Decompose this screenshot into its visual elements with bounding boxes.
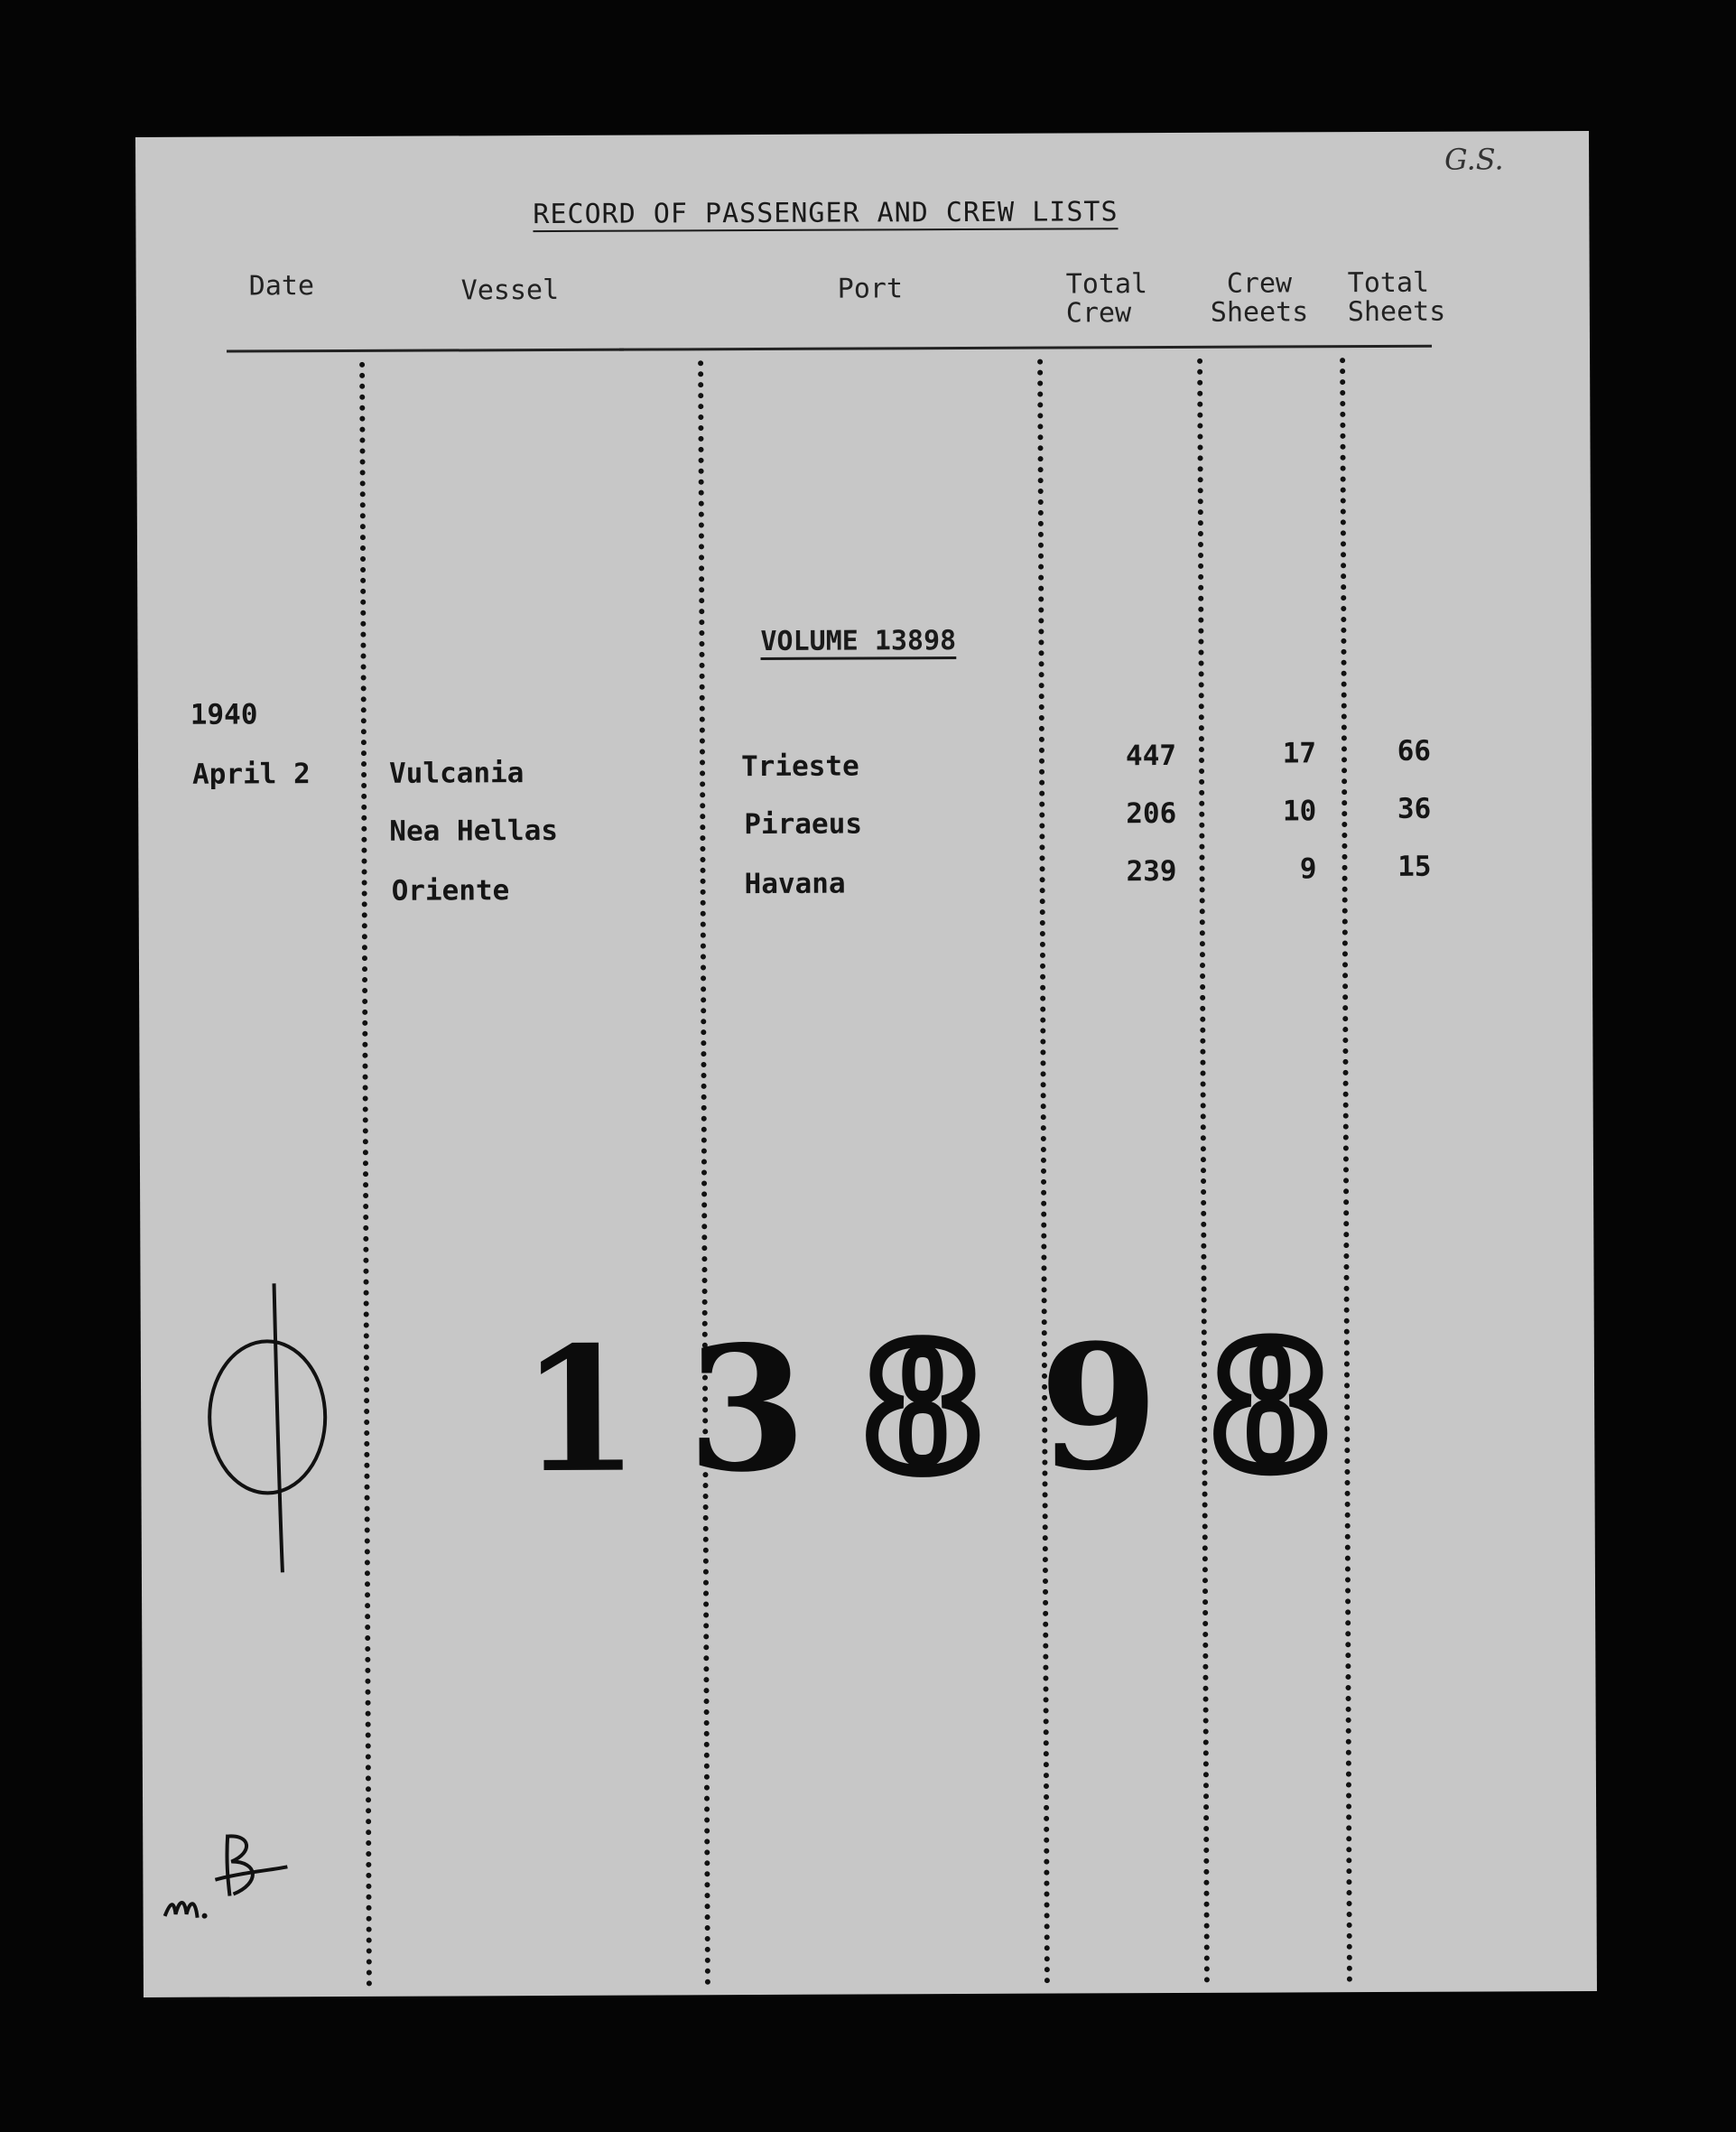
header-total-crew [1066, 270, 1148, 328]
header-crew-sheets [1211, 269, 1309, 327]
header-vessel: Vessel [460, 274, 560, 307]
row-3-total-crew: 239 [1126, 854, 1177, 889]
header-total-sheets-line2: Sheets [1347, 295, 1446, 329]
header-total-crew-line1: Total [1065, 268, 1148, 301]
stamp-digit-2: 3 [686, 1308, 807, 1511]
row-2-total-sheets: 36 [1397, 792, 1432, 825]
page-title: RECORD OF PASSENGER AND CREW LISTS [533, 196, 1119, 231]
row-1-crew-sheets: 17 [1282, 737, 1317, 770]
header-total-sheets [1347, 266, 1446, 329]
row-1-vessel: Vulcania [388, 757, 525, 790]
handwritten-initials [152, 1816, 297, 1943]
column-divider-1 [359, 362, 372, 1988]
row-1-port: Trieste [740, 749, 859, 784]
row-1-date: April 2 [192, 758, 311, 791]
header-date: Date [248, 270, 315, 303]
row-3-total-sheets: 15 [1397, 850, 1432, 883]
document-page [135, 131, 1597, 1997]
header-crew-sheets-line2: Sheets [1210, 296, 1309, 329]
row-2-total-crew: 206 [1126, 796, 1177, 831]
volume-label: VOLUME 13898 [760, 625, 957, 657]
header-total-crew-line2: Crew [1065, 297, 1132, 330]
header-rule-left [227, 349, 624, 353]
header-crew-sheets-line1: Crew [1226, 267, 1293, 300]
stamp-digit-5: 8 [1210, 1306, 1331, 1508]
row-3-vessel: Oriente [391, 874, 510, 908]
circled-slash-mark [203, 1265, 358, 1591]
header-port: Port [837, 273, 904, 305]
row-2-vessel: Nea Hellas [389, 814, 559, 848]
header-total-sheets-line1: Total [1347, 266, 1430, 300]
column-divider-5 [1340, 358, 1352, 1983]
row-1-total-sheets: 66 [1397, 734, 1432, 768]
column-divider-4 [1197, 358, 1210, 1984]
year: 1940 [190, 698, 258, 731]
corner-mark: G.S. [1444, 142, 1504, 177]
column-divider-3 [1037, 359, 1050, 1985]
row-3-port: Havana [744, 867, 846, 901]
stamp-digit-1: 1 [519, 1308, 640, 1512]
row-2-port: Piraeus [744, 807, 863, 842]
header-rule-right [619, 345, 1432, 351]
row-2-crew-sheets: 10 [1282, 795, 1317, 828]
stamp-digit-3: 8 [862, 1307, 983, 1510]
row-3-crew-sheets: 9 [1299, 852, 1317, 886]
column-divider-2 [698, 360, 710, 1986]
stamp-digit-4: 9 [1038, 1307, 1159, 1509]
row-1-total-crew: 447 [1125, 739, 1177, 773]
